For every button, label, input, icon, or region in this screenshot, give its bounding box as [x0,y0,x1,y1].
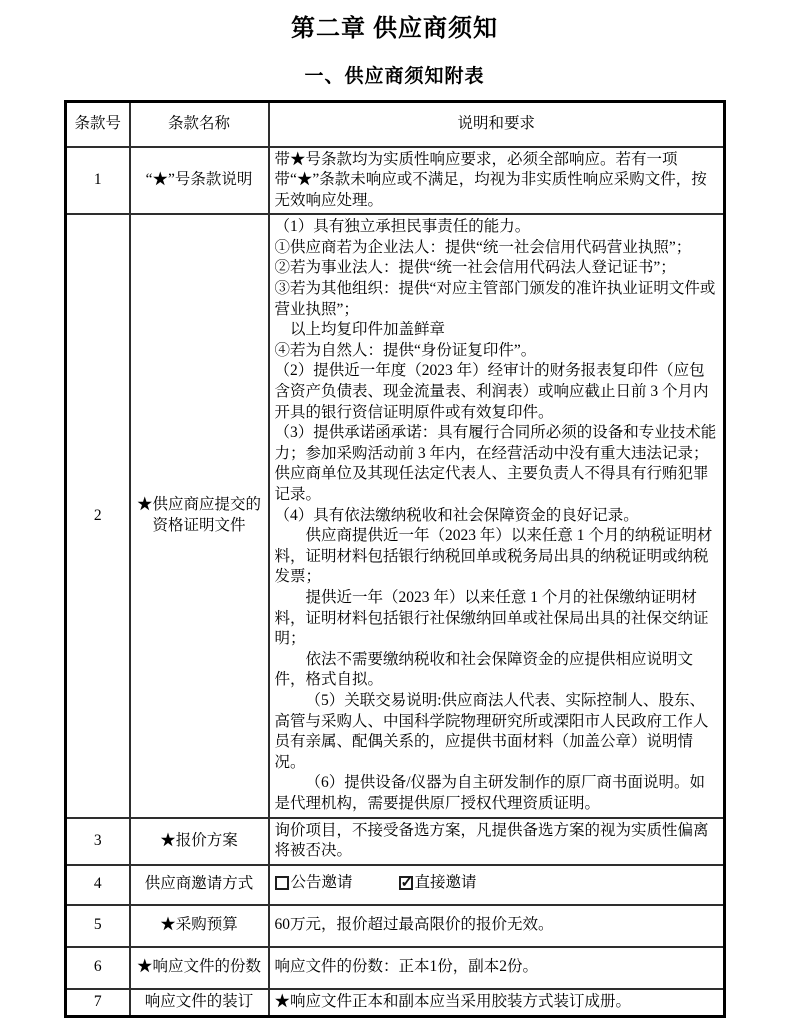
content-paragraph: 依法不需要缴纳税收和社会保障资金的应提供相应说明文件，格式自拟。 [274,650,694,689]
table-row [66,147,725,215]
header-description: 说明和要求 [269,102,725,147]
table-row [66,947,725,989]
clause-content [269,865,725,905]
content-paragraph: （1）具有独立承担民事责任的能力。 [274,218,531,236]
content-paragraph: ②若为事业法人：提供“统一社会信用代码法人登记证书”； [274,259,676,277]
checkbox-label: 直接邀请 [414,873,477,891]
terms-table-body [66,147,725,1017]
clause-name: ★供应商应提交的资格证明文件 [130,214,269,817]
page-title: 第二章 供应商须知 [291,16,498,42]
content-paragraph: 供应商提供近一年（2023 年）以来任意 1 个月的纳税证明材料，证明材料包括银行纳税回单或税务局出具的纳税证明或纳税发票； [274,527,713,586]
content-paragraph: （2）提供近一年度（2023 年）经审计的财务报表复印件（应包含资产负债表、现金流量表、利润表）或响应截止日前 3 个月内开具的银行资信证明原件或有效复印件。 [274,362,709,421]
content-paragraph: 响应文件的份数：正本1份，副本2份。 [274,958,539,976]
clause-content [269,214,725,817]
content-paragraph: （6）提供设备/仪器为自主研发制作的原厂商书面说明。如是代理机构，需要提供原厂授权代理资质证明。 [274,774,706,812]
content-paragraph: 提供近一年（2023 年）以来任意 1 个月的社保缴纳证明材料，证明材料包括银行社保缴纳回单或社保局出具的社保交纳证明； [274,588,709,648]
checkbox-label: 公告邀请 [290,873,353,891]
clause-content [269,989,725,1017]
content-paragraph: （5）关联交易说明:供应商法人代表、实际控制人、股东、高管与采购人、中国科学院物理研究所或溧阳市人民政府工作人员有亲属、配偶关系的，应提供书面材料（加盖公章）说明情况。 [274,691,709,771]
table-row [66,865,725,905]
header-row [66,102,725,147]
table-row [66,905,725,947]
table-row [66,818,725,865]
clause-no: 2 [66,214,130,817]
clause-no: 6 [66,947,130,989]
clause-no: 3 [66,818,130,865]
clause-no: 1 [66,147,130,215]
clause-name: 响应文件的装订 [130,989,269,1017]
supplier-instructions-table [64,100,726,1018]
content-paragraph: 带★号条款均为实质性响应要求，必须全部响应。若有一项带“★”条款未响应或不满足，均视为非实质性响应采购文件，按无效响应处理。 [274,150,707,209]
clause-name: 供应商邀请方式 [130,865,269,905]
checkbox-option [399,873,477,894]
checked-checkbox-icon [399,876,413,890]
content-paragraph: （3）提供承诺函承诺：具有履行合同所必须的设备和专业技术能力；参加采购活动前 3 年内，在经营活动中没有重大违法记录；供应商单位及其现任法定代表人、主要负责人不得具有行贿犯罪记录。 [274,424,717,503]
table-row [66,989,725,1017]
clause-content [269,147,725,215]
clause-name: ★采购预算 [130,905,269,947]
header-clause-name: 条款名称 [130,102,269,147]
clause-content [269,818,725,865]
table-row [66,214,725,817]
header-clause-no: 条款号 [66,102,130,147]
content-paragraph: （4）具有依法缴纳税收和社会保障资金的良好记录。 [274,506,639,524]
content-paragraph: ③若为其他组织：提供“对应主管部门颁发的准许执业证明文件或营业执照”； [274,280,716,318]
clause-no: 7 [66,989,130,1017]
content-paragraph: 60万元，报价超过最高限价的报价无效。 [274,916,554,934]
content-paragraph: ①供应商若为企业法人：提供“统一社会信用代码营业执照”； [274,238,692,256]
clause-content [269,905,725,947]
clause-no: 4 [66,865,130,905]
unchecked-checkbox-icon [275,876,289,890]
clause-no: 5 [66,905,130,947]
checkbox-option [275,873,353,894]
clause-name: ★响应文件的份数 [130,947,269,989]
content-paragraph: ④若为自然人：提供“身份证复印件”。 [274,341,537,359]
content-paragraph: ★响应文件正本和副本应当采用胶装方式装订成册。 [274,993,632,1011]
page-subtitle: 一、供应商须知附表 [304,66,485,87]
clause-name: ★报价方案 [130,818,269,865]
content-paragraph: 询价项目，不接受备选方案，凡提供备选方案的视为实质性偏离将被否决。 [274,821,709,860]
clause-content [269,947,725,989]
clause-name: “★”号条款说明 [130,147,269,215]
content-paragraph: 以上均复印件加盖鲜章 [290,321,446,339]
